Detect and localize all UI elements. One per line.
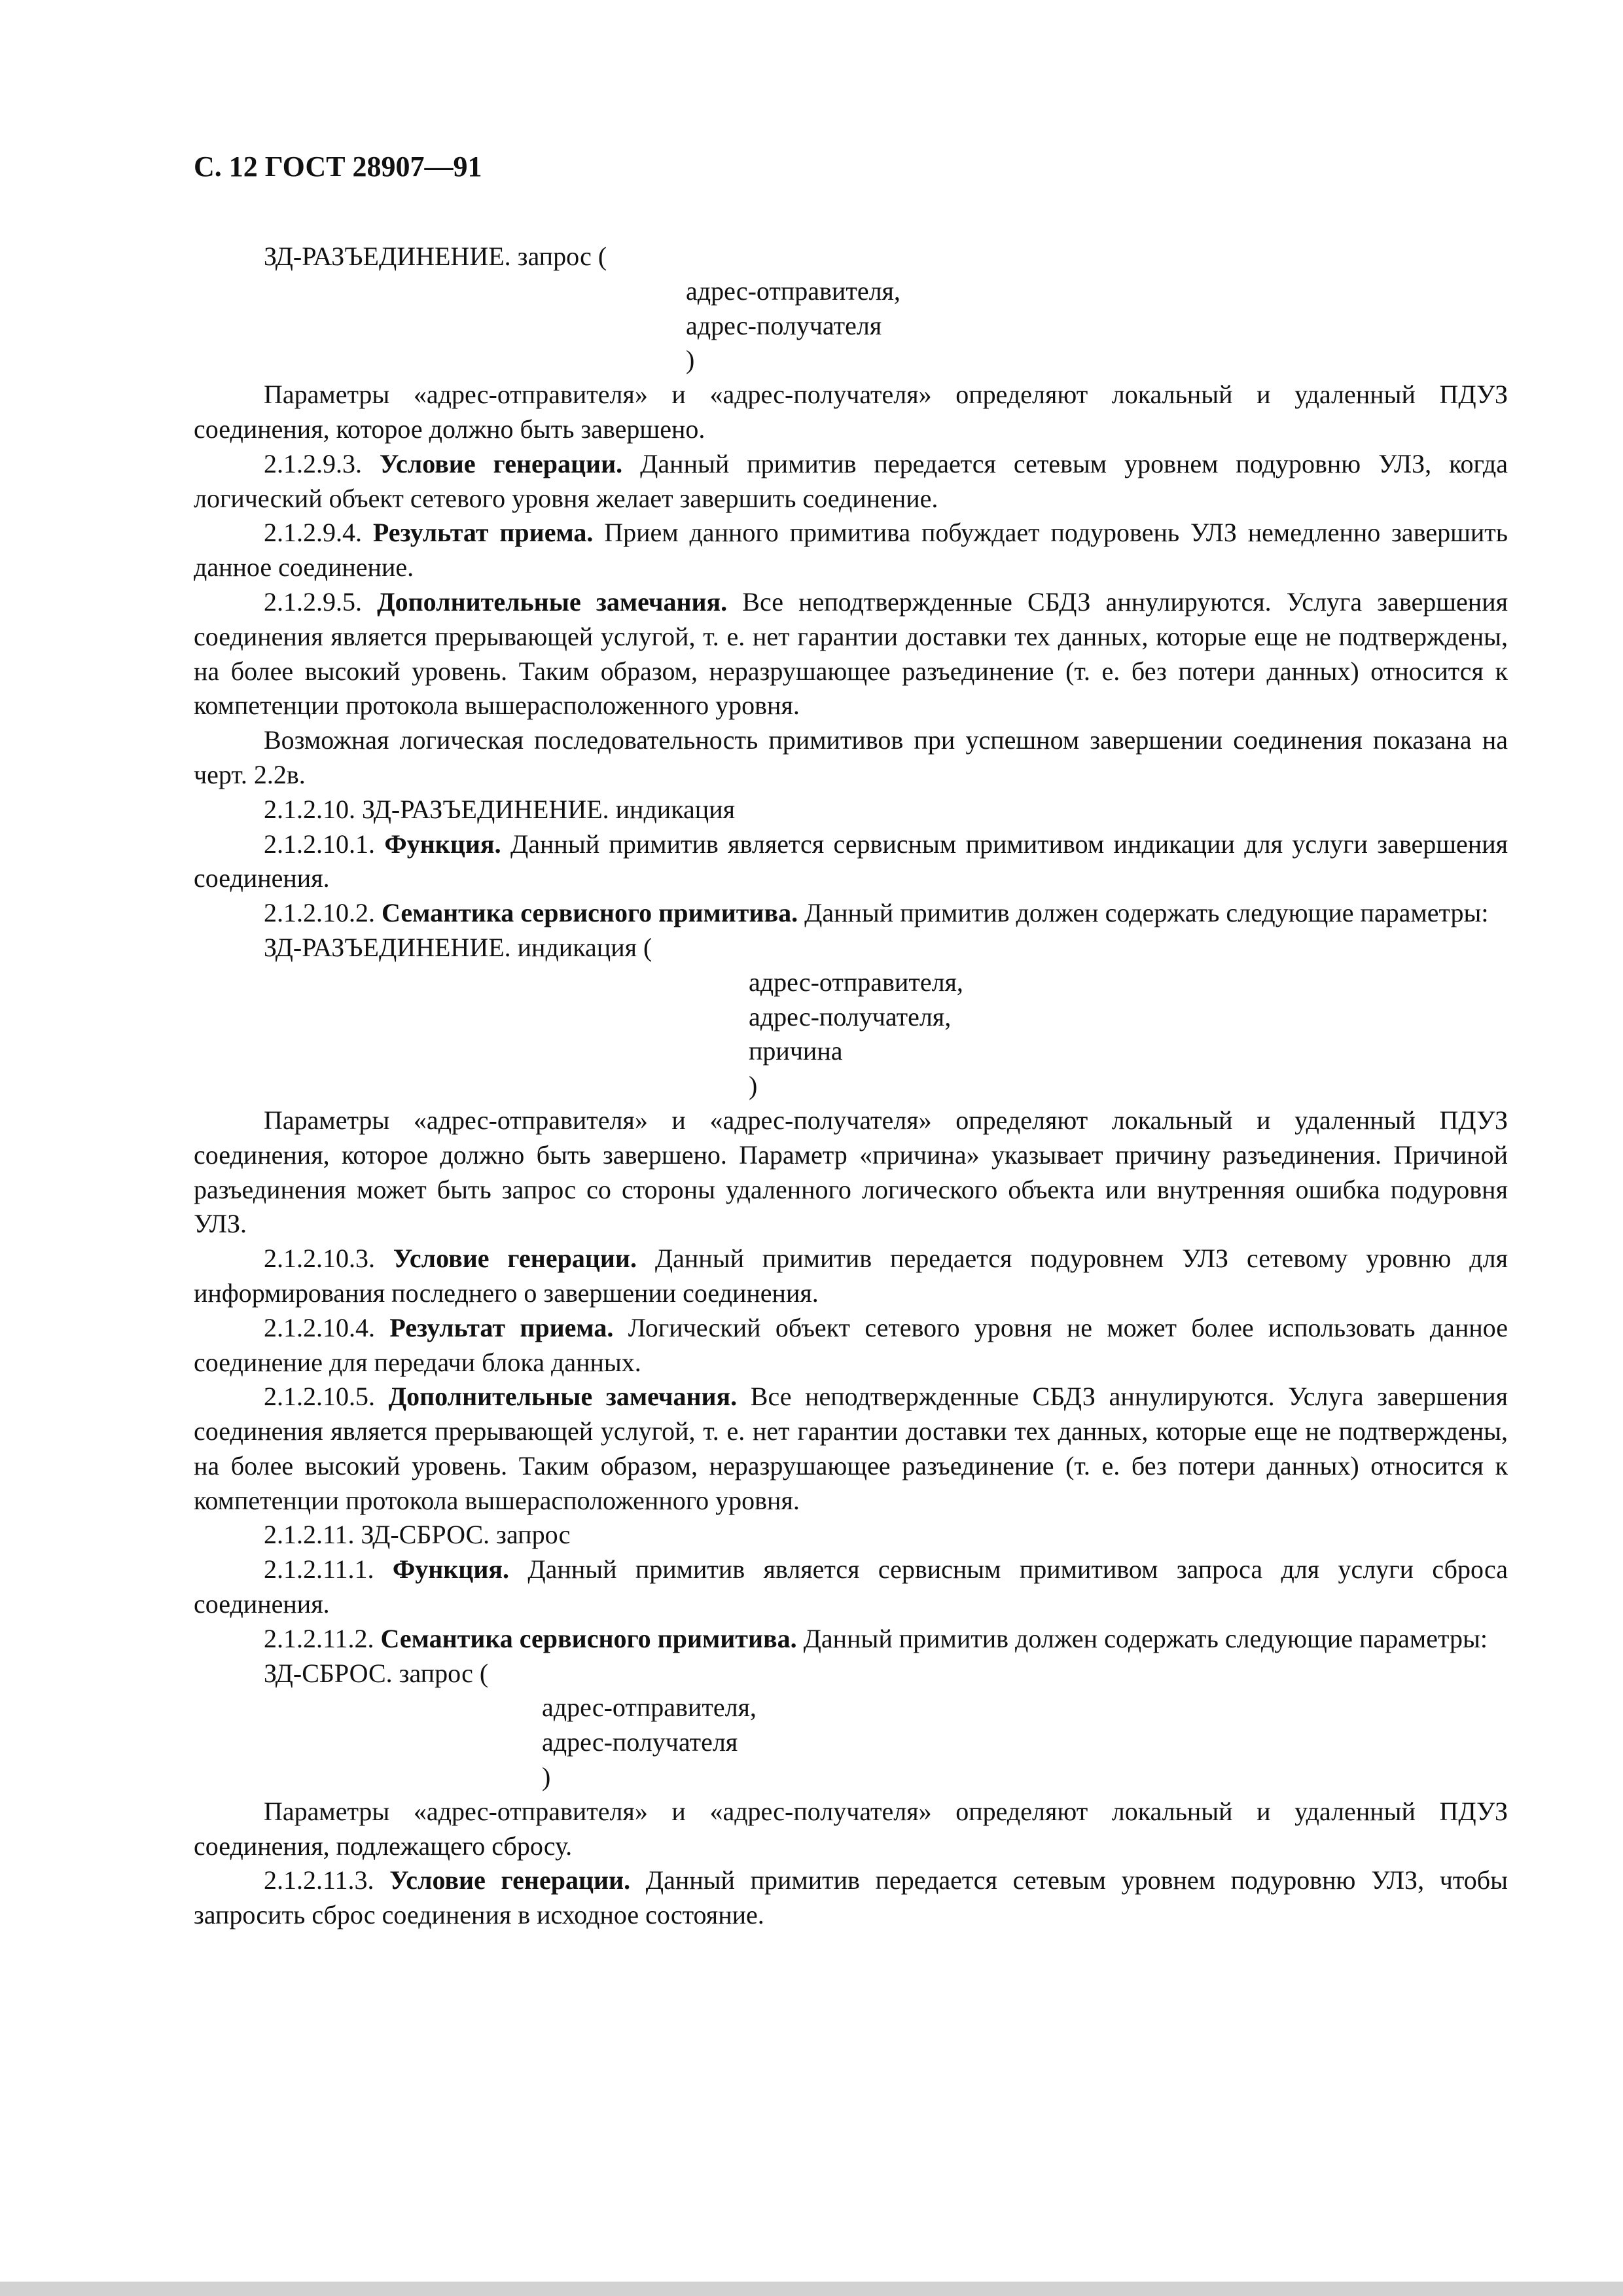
- clause-number: 2.1.2.11.2.: [264, 1623, 374, 1653]
- clause-title: Результат приема.: [389, 1312, 614, 1342]
- clause-paragraph: [194, 585, 1508, 723]
- clause-text: Данный примитив должен содержать следующие параметры:: [803, 1623, 1488, 1653]
- clause-number: 2.1.2.11.1.: [264, 1554, 374, 1585]
- clause-title: Дополнительные замечания.: [377, 586, 728, 617]
- primitive-param: адрес-получателя: [542, 1727, 738, 1757]
- primitive-param: ): [542, 1762, 551, 1792]
- clause-number: 2.1.2.11.3.: [264, 1865, 374, 1895]
- page-bottom-edge: [0, 2282, 1623, 2296]
- paragraph: Параметры «адрес-отправителя» и «адрес-получателя» определяют локальный и удаленный ПДУЗ соединения, которое должно быть завершено.: [194, 380, 1508, 444]
- clause-text: Данный примитив передается сетевым уровнем подуровню УЛЗ, когда логический объект сетевого уровня желает завершить соединение.: [194, 448, 1508, 513]
- document-body: [194, 240, 1508, 1933]
- clause-text: Данный примитив является сервисным примитивом индикации для услуги завершения соединения.: [194, 829, 1508, 893]
- primitive-param: ): [686, 345, 695, 375]
- paragraph: Возможная логическая последовательность примитивов при успешном завершении соединения показана на черт. 2.2в.: [194, 725, 1508, 789]
- clause-title: Семантика сервисного примитива.: [382, 898, 798, 928]
- paragraph: Параметры «адрес-отправителя» и «адрес-получателя» определяют локальный и удаленный ПДУЗ соединения, которое должно быть завершено. Параметр «причина» указывает причину разъединения. Причиной разъединения может быть запрос со стороны удаленного логического объекта или внутренняя ошибка подуровня УЛЗ.: [194, 1105, 1508, 1239]
- page-header: С. 12 ГОСТ 28907—91: [194, 151, 482, 183]
- section-heading: 2.1.2.11. ЗД-СБРОС. запрос: [264, 1520, 571, 1550]
- clause-paragraph: [194, 1552, 1508, 1622]
- clause-text: Логический объект сетевого уровня не может более использовать данное соединение для передачи блока данных.: [194, 1312, 1508, 1377]
- clause-paragraph: [194, 447, 1508, 516]
- clause-title: Семантика сервисного примитива.: [380, 1623, 797, 1653]
- primitive-param: адрес-отправителя,: [749, 967, 963, 997]
- clause-text: Данный примитив является сервисным примитивом запроса для услуги сброса соединения.: [194, 1554, 1508, 1619]
- clause-paragraph: [194, 1863, 1508, 1933]
- primitive-param: адрес-получателя,: [749, 1001, 952, 1031]
- clause-paragraph: [194, 1622, 1508, 1657]
- clause-paragraph: [194, 1380, 1508, 1518]
- clause-text: Все неподтвержденные СБДЗ аннулируются. Услуга завершения соединения является прерывающей услугой, т. е. нет гарантии доставки тех данных, которые еще не подтверждены, на более высокий уровень. Таким образом, неразрушающее разъединение (т. е. без потери данных) относится к компетенции протокола вышерасположенного уровня.: [194, 1382, 1508, 1515]
- clause-number: 2.1.2.9.5.: [264, 586, 362, 617]
- primitive-param: адрес-отправителя,: [686, 276, 901, 306]
- clause-text: Данный примитив передается сетевым уровнем подуровню УЛЗ, чтобы запросить сброс соединения в исходное состояние.: [194, 1865, 1508, 1930]
- primitive-param: причина: [749, 1036, 843, 1066]
- clause-number: 2.1.2.10.5.: [264, 1382, 375, 1412]
- clause-title: Функция.: [392, 1554, 510, 1585]
- clause-text: Все неподтвержденные СБДЗ аннулируются. Услуга завершения соединения является прерывающей услугой, т. е. нет гарантии доставки тех данных, которые еще не подтверждены, на более высокий уровень. Таким образом, неразрушающее разъединение (т. е. без потери данных) относится к компетенции протокола вышерасположенного уровня.: [194, 586, 1508, 721]
- primitive-call: ЗД-РАЗЪЕДИНЕНИЕ. индикация (: [264, 932, 652, 962]
- clause-title: Дополнительные замечания.: [388, 1382, 738, 1412]
- clause-paragraph: [194, 1242, 1508, 1311]
- clause-title: Условие генерации.: [393, 1244, 637, 1274]
- clause-title: Условие генерации.: [389, 1865, 631, 1895]
- clause-title: Результат приема.: [372, 518, 594, 548]
- primitive-param: адрес-получателя: [686, 310, 882, 340]
- clause-number: 2.1.2.9.3.: [264, 448, 362, 478]
- primitive-param: ): [749, 1071, 758, 1101]
- clause-number: 2.1.2.10.3.: [264, 1244, 375, 1274]
- clause-title: Условие генерации.: [379, 448, 623, 478]
- clause-paragraph: [194, 516, 1508, 585]
- clause-text: Данный примитив должен содержать следующие параметры:: [804, 898, 1489, 928]
- primitive-call: ЗД-СБРОС. запрос (: [264, 1658, 489, 1688]
- primitive-call: ЗД-РАЗЪЕДИНЕНИЕ. запрос (: [264, 242, 607, 271]
- clause-number: 2.1.2.10.4.: [264, 1312, 375, 1342]
- paragraph: Параметры «адрес-отправителя» и «адрес-получателя» определяют локальный и удаленный ПДУЗ соединения, подлежащего сбросу.: [194, 1796, 1508, 1861]
- clause-paragraph: [194, 1311, 1508, 1380]
- section-heading: 2.1.2.10. ЗД-РАЗЪЕДИНЕНИЕ. индикация: [264, 794, 735, 824]
- clause-number: 2.1.2.10.2.: [264, 898, 375, 928]
- clause-title: Функция.: [384, 829, 501, 859]
- clause-paragraph: [194, 896, 1508, 931]
- clause-number: 2.1.2.9.4.: [264, 518, 362, 548]
- clause-text: Данный примитив передается подуровнем УЛЗ сетевому уровню для информирования последнего о завершении соединения.: [194, 1244, 1508, 1308]
- clause-paragraph: [194, 827, 1508, 897]
- clause-number: 2.1.2.10.1.: [264, 829, 375, 859]
- primitive-param: адрес-отправителя,: [542, 1693, 757, 1723]
- clause-text: Прием данного примитива побуждает подуровень УЛЗ немедленно завершить данное соединение.: [194, 518, 1508, 583]
